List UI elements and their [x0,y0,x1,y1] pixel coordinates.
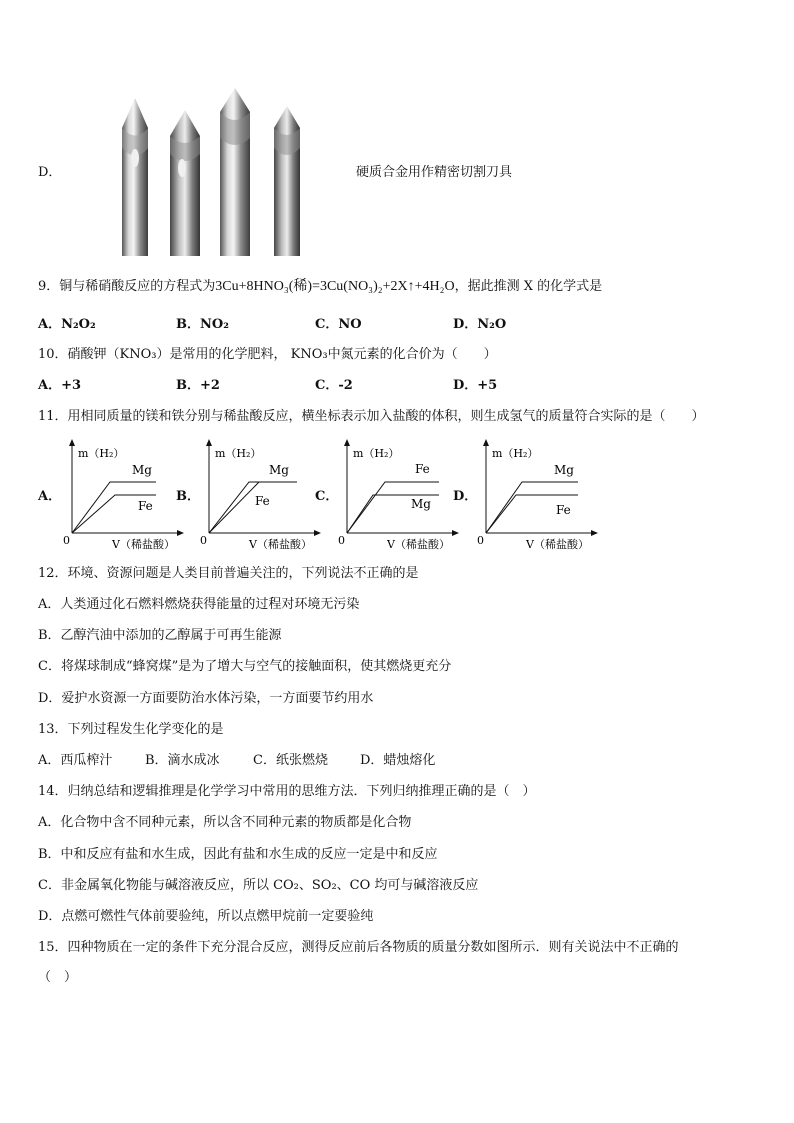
q14-option-d: D．点燃可燃性气体前要验纯，所以点燃甲烷前一定要验纯 [38,909,374,924]
q9-option-a: A．N₂O₂ [38,317,96,332]
q11-graph-a-xlabel: V（稀盐酸） [112,538,175,551]
q13-option-a: A．西瓜榨汁 [38,753,113,768]
q11-graph-d-bottom-series: Fe [556,503,571,517]
q11-graph-a-ylabel: m（H₂） [78,447,125,460]
q10-option-b: B．+2 [176,378,220,393]
q11-graph-b-top-series: Mg [269,463,289,477]
q9-stem [38,275,602,295]
q14-option-b: B．中和反应有盐和水生成，因此有盐和水生成的反应一定是中和反应 [38,847,438,862]
q12-stem: 12．环境、资源问题是人类目前普遍关注的，下列说法不正确的是 [38,566,419,581]
q14-option-c: C．非金属氧化物能与碱溶液反应，所以 CO₂、SO₂、CO 均可与碱溶液反应 [38,878,479,893]
q12-option-a: A．人类通过化石燃料燃烧获得能量的过程对环境无污染 [38,597,360,612]
q11-graph-b-ylabel: m（H₂） [215,447,262,460]
q9-option-d: D．N₂O [453,317,507,332]
q12-option-c: C．将煤球制成“蜂窝煤”是为了增大与空气的接触面积，使其燃烧更充分 [38,659,452,674]
q13-stem: 13．下列过程发生化学变化的是 [38,722,224,737]
q11-graph-b-label: B． [176,489,200,504]
q13-option-d: D．蜡烛熔化 [360,753,436,768]
q9-number: 9． [38,279,60,294]
q12-option-b: B．乙醇汽油中添加的乙醇属于可再生能源 [38,628,282,643]
q13-option-b: B．滴水成冰 [145,753,220,768]
q9-text-before: 铜与稀硝酸反应的方程式为 [59,279,216,294]
q11-graph-c-origin: 0 [338,534,345,547]
q11-graph-d-origin: 0 [477,534,484,547]
q9-text-after: ，据此推测 X 的化学式是 [454,279,603,294]
q11-graph-b-xlabel: V（稀盐酸） [249,538,312,551]
q8-option-caption: 硬质合金用作精密切割刀具 [356,165,513,180]
q11-graph-b [197,437,325,552]
q10-stem: 10．硝酸钾（KNO₃）是常用的化学肥料， KNO₃中氮元素的化合价为（ ） [38,347,497,362]
q15-stem: 15．四种物质在一定的条件下充分混合反应，测得反应前后各物质的质量分数如图所示．则有关说法中不正确的 [38,940,679,955]
q11-graph-c-bottom-series: Mg [411,497,431,511]
q9-option-c: C．NO [315,317,362,332]
q11-graph-d [474,437,602,552]
q11-stem: 11．用相同质量的镁和铁分别与稀盐酸反应，横坐标表示加入盐酸的体积，则生成氢气的质量符合实际的是（ ） [38,409,705,424]
q8-option-label: D． [38,165,62,180]
q11-graph-d-label: D． [453,489,478,504]
q11-graph-c [335,437,463,552]
q10-option-a: A．+3 [38,378,82,393]
q10-option-d: D．+5 [453,378,498,393]
q11-graph-b-origin: 0 [200,534,207,547]
q11-graph-d-top-series: Mg [554,463,574,477]
q11-graph-a-top-series: Mg [132,463,152,477]
q10-option-c: C．-2 [315,378,353,393]
q11-graph-c-label: C． [315,489,339,504]
q12-option-d: D．爱护水资源一方面要防治水体污染，一方面要节约用水 [38,691,374,706]
q14-option-a: A．化合物中含不同种元素，所以含不同种元素的物质都是化合物 [38,815,412,830]
q15-stem-continued: （ ） [38,970,78,985]
q11-graph-b-bottom-series: Fe [255,494,270,508]
q11-graph-c-ylabel: m（H₂） [353,447,400,460]
q9-option-b: B．NO₂ [176,317,229,332]
q11-graph-a-label: A． [38,489,62,504]
q11-graph-c-top-series: Fe [415,462,430,476]
q11-graph-a-bottom-series: Fe [138,499,153,513]
q11-graph-c-xlabel: V（稀盐酸） [387,538,450,551]
q11-graph-d-xlabel: V（稀盐酸） [526,538,589,551]
q11-graph-d-ylabel: m（H₂） [492,447,539,460]
q9-equation: 3Cu+8HNO₃(稀)=3Cu(NO₃)₂+2X↑+4H₂O [215,279,455,294]
q11-graph-a-origin: 0 [63,534,70,547]
drill-bits-image [112,88,312,256]
q13-option-c: C．纸张燃烧 [253,753,328,768]
q14-stem: 14．归纳总结和逻辑推理是化学学习中常用的思维方法．下列归纳推理正确的是（ ） [38,784,536,799]
q11-graph-a [60,437,188,552]
